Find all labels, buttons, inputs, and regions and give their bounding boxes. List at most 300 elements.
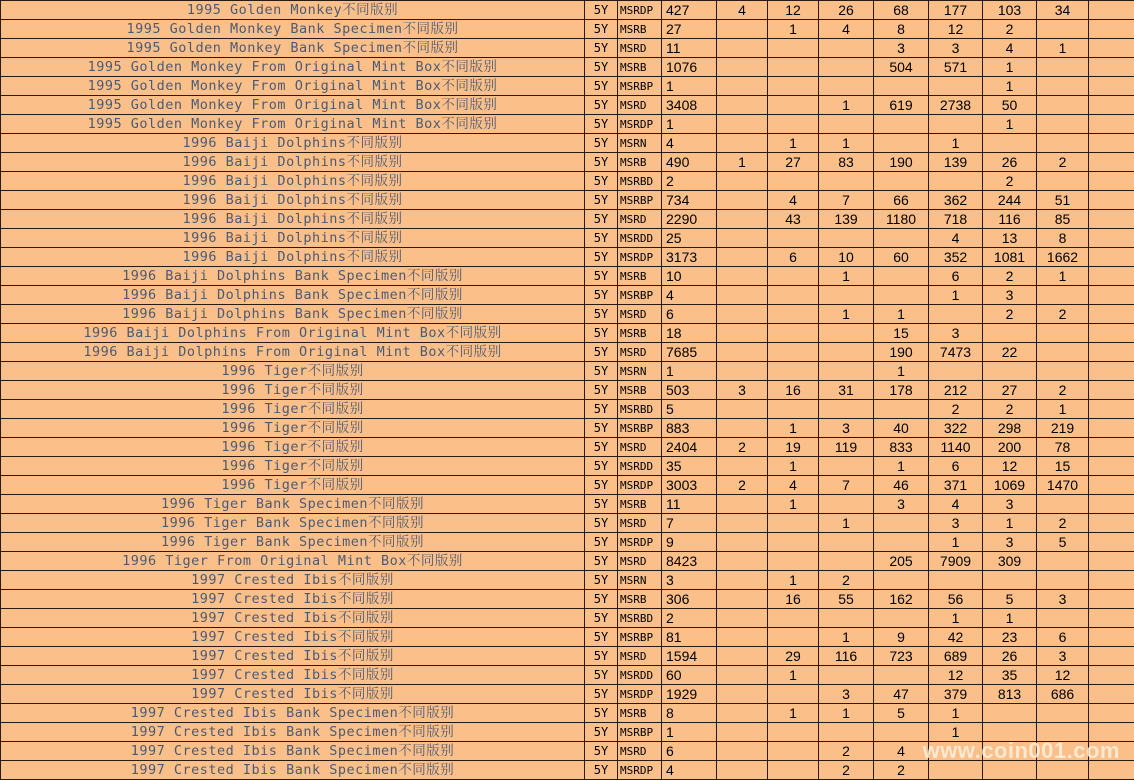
- count-cell: 1: [874, 305, 929, 324]
- watermark: www.coin001.com: [923, 738, 1120, 764]
- count-cell: [717, 210, 768, 229]
- count-cell: 50: [983, 96, 1037, 115]
- denomination-cell: 5Y: [585, 685, 618, 704]
- count-cell: [874, 229, 929, 248]
- count-cell: 2: [983, 267, 1037, 286]
- count-cell: 1: [819, 134, 874, 153]
- table-row: [1, 533, 1134, 552]
- count-cell: [874, 115, 929, 134]
- grade-cell: MSRDP: [618, 761, 662, 780]
- total-cell: 3173: [662, 248, 717, 267]
- table-row: [1, 267, 1134, 286]
- total-cell: 35: [662, 457, 717, 476]
- empty-cell: [1089, 115, 1134, 134]
- table-row: [1, 39, 1134, 58]
- count-cell: 1081: [983, 248, 1037, 267]
- count-cell: [874, 609, 929, 628]
- count-cell: [717, 39, 768, 58]
- empty-cell: [1089, 343, 1134, 362]
- coin-name-cell: 1996 Baiji Dolphins不同版别: [1, 191, 585, 210]
- empty-cell: [1089, 533, 1134, 552]
- count-cell: [819, 77, 874, 96]
- count-cell: 1180: [874, 210, 929, 229]
- denomination-cell: 5Y: [585, 267, 618, 286]
- count-cell: 51: [1037, 191, 1089, 210]
- grade-cell: MSRBP: [618, 628, 662, 647]
- grade-cell: MSRDP: [618, 248, 662, 267]
- count-cell: 27: [983, 381, 1037, 400]
- total-cell: 2290: [662, 210, 717, 229]
- grade-cell: MSRDP: [618, 115, 662, 134]
- count-cell: 26: [983, 647, 1037, 666]
- empty-cell: [1089, 419, 1134, 438]
- count-cell: 3: [983, 286, 1037, 305]
- count-cell: [819, 400, 874, 419]
- count-cell: [717, 457, 768, 476]
- count-cell: [768, 514, 819, 533]
- coin-name-cell: 1996 Baiji Dolphins From Original Mint Box不同版别: [1, 343, 585, 362]
- empty-cell: [1089, 438, 1134, 457]
- count-cell: [819, 39, 874, 58]
- count-cell: [819, 495, 874, 514]
- empty-cell: [1089, 514, 1134, 533]
- count-cell: [717, 77, 768, 96]
- table-row: [1, 666, 1134, 685]
- total-cell: 1: [662, 77, 717, 96]
- count-cell: 47: [874, 685, 929, 704]
- empty-cell: [1089, 552, 1134, 571]
- count-cell: 619: [874, 96, 929, 115]
- empty-cell: [1089, 571, 1134, 590]
- count-cell: 309: [983, 552, 1037, 571]
- count-cell: 2: [717, 438, 768, 457]
- count-cell: [983, 324, 1037, 343]
- coin-name-cell: 1995 Golden Monkey不同版别: [1, 1, 585, 20]
- count-cell: [717, 761, 768, 780]
- count-cell: 8: [1037, 229, 1089, 248]
- total-cell: 7: [662, 514, 717, 533]
- grade-cell: MSRD: [618, 210, 662, 229]
- table-row: [1, 20, 1134, 39]
- denomination-cell: 5Y: [585, 666, 618, 685]
- total-cell: 2: [662, 609, 717, 628]
- total-cell: 7685: [662, 343, 717, 362]
- count-cell: 119: [819, 438, 874, 457]
- coin-name-cell: 1996 Baiji Dolphins不同版别: [1, 172, 585, 191]
- count-cell: 1: [717, 153, 768, 172]
- denomination-cell: 5Y: [585, 723, 618, 742]
- count-cell: 6: [768, 248, 819, 267]
- total-cell: 427: [662, 1, 717, 20]
- denomination-cell: 5Y: [585, 39, 618, 58]
- count-cell: [819, 533, 874, 552]
- count-cell: 689: [929, 647, 983, 666]
- empty-cell: [1089, 628, 1134, 647]
- grade-cell: MSRBD: [618, 172, 662, 191]
- coin-name-cell: 1997 Crested Ibis不同版别: [1, 571, 585, 590]
- denomination-cell: 5Y: [585, 115, 618, 134]
- count-cell: 7473: [929, 343, 983, 362]
- count-cell: [819, 172, 874, 191]
- count-cell: [819, 286, 874, 305]
- denomination-cell: 5Y: [585, 58, 618, 77]
- count-cell: 31: [819, 381, 874, 400]
- count-cell: 1: [768, 571, 819, 590]
- count-cell: [717, 590, 768, 609]
- count-cell: 103: [983, 1, 1037, 20]
- count-cell: [929, 571, 983, 590]
- count-cell: 10: [819, 248, 874, 267]
- denomination-cell: 5Y: [585, 419, 618, 438]
- count-cell: [717, 666, 768, 685]
- count-cell: [819, 58, 874, 77]
- table-row: [1, 286, 1134, 305]
- coin-name-cell: 1995 Golden Monkey From Original Mint Box不同版别: [1, 96, 585, 115]
- count-cell: 66: [874, 191, 929, 210]
- empty-cell: [1089, 58, 1134, 77]
- count-cell: [717, 267, 768, 286]
- count-cell: [1037, 609, 1089, 628]
- count-cell: [1037, 704, 1089, 723]
- grade-cell: MSRB: [618, 20, 662, 39]
- table-row: [1, 343, 1134, 362]
- table-row: [1, 77, 1134, 96]
- empty-cell: [1089, 590, 1134, 609]
- count-cell: [768, 77, 819, 96]
- count-cell: 12: [1037, 666, 1089, 685]
- count-cell: 6: [1037, 628, 1089, 647]
- count-cell: [1037, 134, 1089, 153]
- count-cell: [1037, 20, 1089, 39]
- count-cell: 5: [1037, 533, 1089, 552]
- denomination-cell: 5Y: [585, 153, 618, 172]
- count-cell: [1037, 571, 1089, 590]
- count-cell: 3: [717, 381, 768, 400]
- grade-cell: MSRB: [618, 153, 662, 172]
- count-cell: 3: [983, 533, 1037, 552]
- total-cell: 60: [662, 666, 717, 685]
- count-cell: [874, 571, 929, 590]
- table-row: [1, 1, 1134, 20]
- count-cell: [874, 134, 929, 153]
- total-cell: 1929: [662, 685, 717, 704]
- count-cell: 7: [819, 191, 874, 210]
- count-cell: 15: [874, 324, 929, 343]
- count-cell: [768, 533, 819, 552]
- count-cell: 16: [768, 381, 819, 400]
- coin-name-cell: 1996 Tiger不同版别: [1, 362, 585, 381]
- count-cell: 1: [929, 286, 983, 305]
- count-cell: [768, 609, 819, 628]
- count-cell: 5: [874, 704, 929, 723]
- total-cell: 1594: [662, 647, 717, 666]
- grade-cell: MSRBP: [618, 286, 662, 305]
- count-cell: [1037, 96, 1089, 115]
- count-cell: 1: [819, 267, 874, 286]
- count-cell: 1: [768, 134, 819, 153]
- count-cell: 9: [874, 628, 929, 647]
- coin-name-cell: 1996 Baiji Dolphins Bank Specimen不同版别: [1, 286, 585, 305]
- denomination-cell: 5Y: [585, 1, 618, 20]
- table-row: [1, 571, 1134, 590]
- count-cell: 4: [768, 476, 819, 495]
- count-cell: [1037, 58, 1089, 77]
- count-cell: [717, 419, 768, 438]
- table-row: [1, 495, 1134, 514]
- count-cell: 42: [929, 628, 983, 647]
- count-cell: [983, 571, 1037, 590]
- table-row: [1, 381, 1134, 400]
- empty-cell: [1089, 704, 1134, 723]
- count-cell: [768, 723, 819, 742]
- denomination-cell: 5Y: [585, 381, 618, 400]
- count-cell: 1: [768, 20, 819, 39]
- grade-cell: MSRBP: [618, 419, 662, 438]
- count-cell: 83: [819, 153, 874, 172]
- coin-name-cell: 1997 Crested Ibis不同版别: [1, 590, 585, 609]
- count-cell: 3: [874, 39, 929, 58]
- table-row: [1, 305, 1134, 324]
- coin-name-cell: 1996 Tiger Bank Specimen不同版别: [1, 514, 585, 533]
- count-cell: [717, 58, 768, 77]
- table-body: [1, 1, 1134, 780]
- empty-cell: [1089, 286, 1134, 305]
- empty-cell: [1089, 210, 1134, 229]
- total-cell: 11: [662, 39, 717, 58]
- count-cell: 4: [819, 20, 874, 39]
- empty-cell: [1089, 134, 1134, 153]
- count-cell: 813: [983, 685, 1037, 704]
- count-cell: 78: [1037, 438, 1089, 457]
- table-row: [1, 438, 1134, 457]
- count-cell: 46: [874, 476, 929, 495]
- count-cell: 1: [929, 533, 983, 552]
- total-cell: 81: [662, 628, 717, 647]
- count-cell: 29: [768, 647, 819, 666]
- count-cell: [768, 400, 819, 419]
- count-cell: 571: [929, 58, 983, 77]
- count-cell: [768, 115, 819, 134]
- count-cell: 43: [768, 210, 819, 229]
- table-row: [1, 476, 1134, 495]
- count-cell: 13: [983, 229, 1037, 248]
- denomination-cell: 5Y: [585, 134, 618, 153]
- count-cell: 1: [983, 58, 1037, 77]
- empty-cell: [1089, 191, 1134, 210]
- count-cell: 12: [768, 1, 819, 20]
- count-cell: [929, 77, 983, 96]
- coin-name-cell: 1997 Crested Ibis Bank Specimen不同版别: [1, 723, 585, 742]
- count-cell: 1: [819, 96, 874, 115]
- count-cell: [819, 457, 874, 476]
- count-cell: [717, 229, 768, 248]
- table-row: [1, 400, 1134, 419]
- count-cell: 1: [1037, 267, 1089, 286]
- count-cell: [1037, 77, 1089, 96]
- count-cell: 7909: [929, 552, 983, 571]
- count-cell: 3: [929, 514, 983, 533]
- count-cell: 205: [874, 552, 929, 571]
- empty-cell: [1089, 666, 1134, 685]
- grade-cell: MSRBP: [618, 77, 662, 96]
- empty-cell: [1089, 609, 1134, 628]
- count-cell: [717, 647, 768, 666]
- count-cell: [717, 191, 768, 210]
- count-cell: [768, 172, 819, 191]
- count-cell: 1: [874, 362, 929, 381]
- count-cell: 1: [983, 77, 1037, 96]
- count-cell: 371: [929, 476, 983, 495]
- count-cell: 26: [819, 1, 874, 20]
- count-cell: 2: [1037, 305, 1089, 324]
- total-cell: 9: [662, 533, 717, 552]
- count-cell: [717, 400, 768, 419]
- count-cell: 116: [983, 210, 1037, 229]
- count-cell: [768, 628, 819, 647]
- grade-cell: MSRD: [618, 552, 662, 571]
- empty-cell: [1089, 267, 1134, 286]
- total-cell: 25: [662, 229, 717, 248]
- total-cell: 2: [662, 172, 717, 191]
- count-cell: 1: [768, 457, 819, 476]
- table-row: [1, 210, 1134, 229]
- count-cell: 68: [874, 1, 929, 20]
- count-cell: [717, 609, 768, 628]
- count-cell: [874, 172, 929, 191]
- table-row: [1, 514, 1134, 533]
- count-cell: 4: [768, 191, 819, 210]
- count-cell: 2: [929, 400, 983, 419]
- empty-cell: [1089, 153, 1134, 172]
- empty-cell: [1089, 39, 1134, 58]
- table-row: [1, 153, 1134, 172]
- count-cell: [768, 343, 819, 362]
- count-cell: [717, 495, 768, 514]
- denomination-cell: 5Y: [585, 552, 618, 571]
- count-cell: [768, 267, 819, 286]
- count-cell: [717, 742, 768, 761]
- grade-cell: MSRB: [618, 495, 662, 514]
- coin-name-cell: 1995 Golden Monkey From Original Mint Box不同版别: [1, 58, 585, 77]
- total-cell: 883: [662, 419, 717, 438]
- coin-name-cell: 1995 Golden Monkey Bank Specimen不同版别: [1, 20, 585, 39]
- total-cell: 1: [662, 115, 717, 134]
- count-cell: 34: [1037, 1, 1089, 20]
- count-cell: 1470: [1037, 476, 1089, 495]
- count-cell: [1037, 343, 1089, 362]
- count-cell: [717, 134, 768, 153]
- grade-cell: MSRB: [618, 704, 662, 723]
- count-cell: 26: [983, 153, 1037, 172]
- denomination-cell: 5Y: [585, 761, 618, 780]
- denomination-cell: 5Y: [585, 324, 618, 343]
- coin-name-cell: 1996 Baiji Dolphins Bank Specimen不同版别: [1, 267, 585, 286]
- grade-cell: MSRB: [618, 58, 662, 77]
- count-cell: [929, 115, 983, 134]
- denomination-cell: 5Y: [585, 96, 618, 115]
- count-cell: 7: [819, 476, 874, 495]
- empty-cell: [1089, 457, 1134, 476]
- total-cell: 10: [662, 267, 717, 286]
- count-cell: 40: [874, 419, 929, 438]
- count-cell: [1037, 324, 1089, 343]
- count-cell: [874, 77, 929, 96]
- count-cell: 4: [929, 495, 983, 514]
- table-row: [1, 704, 1134, 723]
- coin-name-cell: 1997 Crested Ibis不同版别: [1, 685, 585, 704]
- count-cell: 4: [874, 742, 929, 761]
- count-cell: 8: [874, 20, 929, 39]
- count-cell: 322: [929, 419, 983, 438]
- count-cell: 162: [874, 590, 929, 609]
- count-cell: 1: [929, 609, 983, 628]
- table-row: [1, 324, 1134, 343]
- grade-cell: MSRDP: [618, 533, 662, 552]
- grade-cell: MSRN: [618, 134, 662, 153]
- empty-cell: [1089, 400, 1134, 419]
- count-cell: 1: [983, 609, 1037, 628]
- count-cell: 3: [1037, 590, 1089, 609]
- count-cell: [717, 362, 768, 381]
- count-cell: 4: [983, 39, 1037, 58]
- count-cell: 298: [983, 419, 1037, 438]
- count-cell: [819, 362, 874, 381]
- count-cell: [874, 400, 929, 419]
- grade-cell: MSRN: [618, 362, 662, 381]
- count-cell: 1: [874, 457, 929, 476]
- count-cell: [717, 343, 768, 362]
- count-cell: [717, 286, 768, 305]
- table-row: [1, 362, 1134, 381]
- count-cell: 718: [929, 210, 983, 229]
- count-cell: [819, 229, 874, 248]
- denomination-cell: 5Y: [585, 476, 618, 495]
- coin-name-cell: 1996 Tiger不同版别: [1, 419, 585, 438]
- total-cell: 1076: [662, 58, 717, 77]
- count-cell: 139: [929, 153, 983, 172]
- denomination-cell: 5Y: [585, 495, 618, 514]
- count-cell: [717, 571, 768, 590]
- count-cell: 190: [874, 343, 929, 362]
- grade-cell: MSRDD: [618, 229, 662, 248]
- empty-cell: [1089, 248, 1134, 267]
- count-cell: 60: [874, 248, 929, 267]
- denomination-cell: 5Y: [585, 514, 618, 533]
- coin-name-cell: 1995 Golden Monkey From Original Mint Box不同版别: [1, 77, 585, 96]
- count-cell: 1: [768, 495, 819, 514]
- count-cell: [929, 362, 983, 381]
- denomination-cell: 5Y: [585, 590, 618, 609]
- denomination-cell: 5Y: [585, 400, 618, 419]
- denomination-cell: 5Y: [585, 229, 618, 248]
- total-cell: 27: [662, 20, 717, 39]
- count-cell: 833: [874, 438, 929, 457]
- denomination-cell: 5Y: [585, 362, 618, 381]
- count-cell: [768, 305, 819, 324]
- coin-name-cell: 1997 Crested Ibis Bank Specimen不同版别: [1, 761, 585, 780]
- count-cell: 2: [819, 571, 874, 590]
- grade-cell: MSRDP: [618, 685, 662, 704]
- coin-name-cell: 1997 Crested Ibis不同版别: [1, 609, 585, 628]
- count-cell: [874, 267, 929, 286]
- count-cell: 1: [819, 305, 874, 324]
- count-cell: 3: [929, 39, 983, 58]
- count-cell: 139: [819, 210, 874, 229]
- count-cell: 22: [983, 343, 1037, 362]
- count-cell: 1: [983, 115, 1037, 134]
- count-cell: 3: [1037, 647, 1089, 666]
- count-cell: 27: [768, 153, 819, 172]
